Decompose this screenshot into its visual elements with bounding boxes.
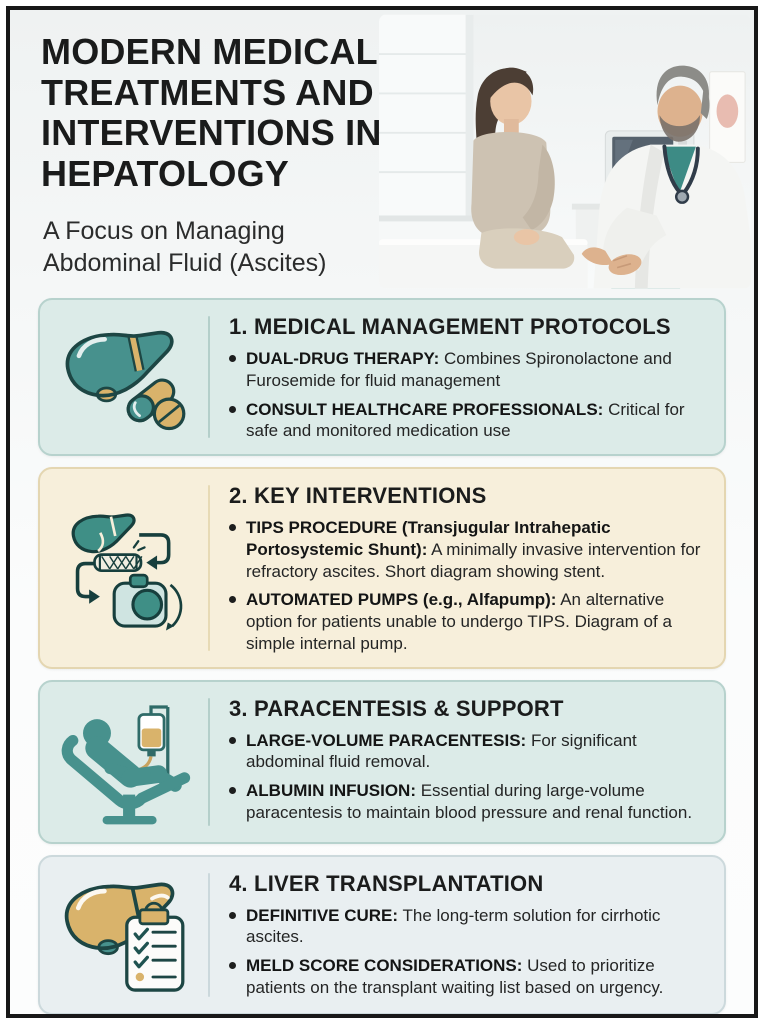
bullet-item — [229, 589, 712, 654]
bullet-dot-icon — [229, 596, 236, 603]
bullet-dot-icon — [229, 912, 236, 919]
bullet-item — [229, 905, 712, 949]
page-subtitle: A Focus on Managing Abdominal Fluid (Ascites) — [43, 217, 327, 277]
bullet-text: Essential during large-volume paracentesis to maintain blood pressure and renal function. — [246, 781, 693, 822]
bullet-text: Critical for safe and monitored medication use — [246, 399, 685, 441]
section-1-icon-cell — [40, 300, 208, 454]
bullet-item — [229, 730, 712, 774]
bullet-text: An alternative option for patients unable to undergo TIPS. Diagram of a simple internal pump. — [246, 590, 672, 653]
bullet-dot-icon — [229, 406, 236, 413]
bullet-label: ALBUMIN INFUSION: — [246, 781, 416, 800]
liver-transplant-checklist-icon — [54, 872, 194, 998]
poster-header — [10, 10, 754, 292]
bullet-dot-icon — [229, 787, 236, 794]
bullet-label: MELD SCORE CONSIDERATIONS: — [246, 956, 523, 975]
bullet-item — [229, 955, 712, 999]
section-2-content — [210, 469, 724, 667]
section-3-heading: 3. PARACENTESIS & SUPPORT — [229, 695, 564, 721]
bullet-item — [229, 348, 712, 392]
bullet-text: For significant abdominal fluid removal. — [246, 730, 637, 772]
bullet-dot-icon — [229, 524, 236, 531]
section-paracentesis-support — [38, 680, 726, 844]
bullet-text: The long-term solution for cirrhotic ascites. — [246, 905, 661, 947]
bullet-label: CONSULT HEALTHCARE PROFESSIONALS: — [246, 399, 604, 419]
bullet-dot-icon — [229, 737, 236, 744]
liver-stent-pump-flow-icon — [57, 492, 191, 644]
section-3-icon-cell — [40, 682, 208, 842]
section-liver-transplantation — [38, 855, 726, 1015]
bullet-item — [229, 780, 712, 824]
bullet-item — [229, 517, 712, 582]
bullet-text: A minimally invasive intervention for refractory ascites. Short diagram showing stent. — [246, 539, 701, 581]
bullet-text: Used to prioritize patients on the transplant waiting list based on urgency. — [246, 956, 664, 997]
bullet-item — [229, 399, 712, 443]
section-list — [38, 298, 726, 1015]
liver-with-pills-icon — [55, 319, 193, 435]
section-1-content — [210, 300, 724, 454]
section-2-heading: 2. KEY INTERVENTIONS — [229, 483, 487, 508]
section-4-content — [210, 857, 724, 1013]
section-4-icon-cell — [40, 857, 208, 1013]
patient-recliner-iv-drip-icon — [54, 694, 194, 830]
bullet-label: DUAL-DRUG THERAPY: — [246, 349, 440, 368]
bullet-label: DEFINITIVE CURE: — [246, 905, 399, 925]
bullet-dot-icon — [229, 962, 236, 969]
section-key-interventions — [38, 467, 726, 669]
section-4-heading: 4. LIVER TRANSPLANTATION — [229, 870, 544, 896]
poster-frame — [6, 6, 758, 1018]
section-medical-management — [38, 298, 726, 456]
section-3-content — [210, 682, 724, 842]
bullet-dot-icon — [229, 355, 236, 362]
section-2-icon-cell — [40, 469, 208, 667]
bullet-label: LARGE-VOLUME PARACENTESIS: — [246, 730, 527, 750]
page-title: MODERN MEDICAL TREATMENTS AND INTERVENTIONS IN HEPATOLOGY — [41, 31, 382, 195]
bullet-label: AUTOMATED PUMPS (e.g., Alfapump): — [246, 590, 557, 610]
bullet-label: TIPS PROCEDURE (Transjugular Intrahepatic Portosystemic Shunt): — [246, 518, 611, 559]
bullet-text: Combines Spironolactone and Furosemide for fluid management — [246, 349, 672, 390]
section-1-heading: 1. MEDICAL MANAGEMENT PROTOCOLS — [229, 314, 671, 339]
